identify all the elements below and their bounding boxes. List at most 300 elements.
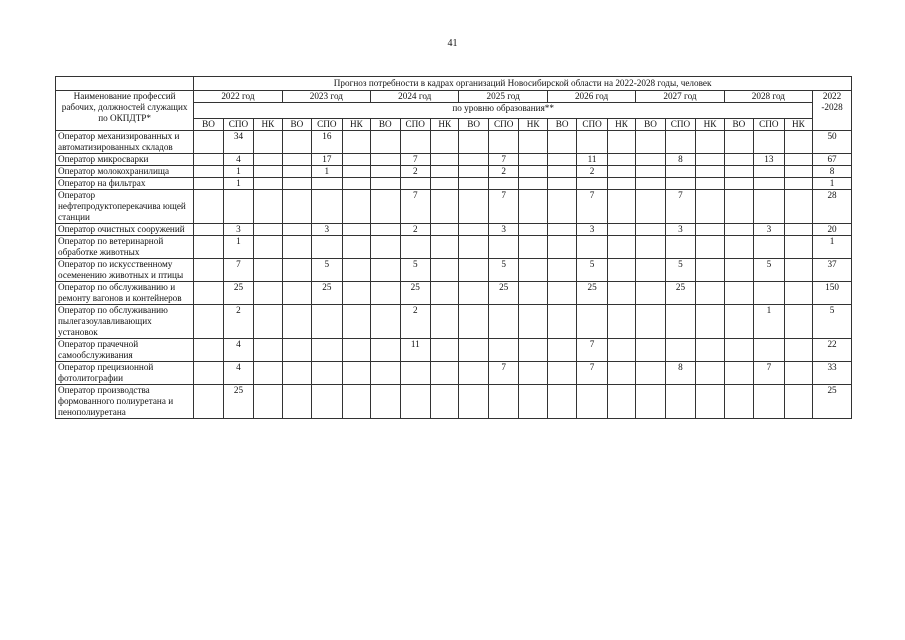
- corner-cell: [56, 77, 194, 91]
- forecast-cell: [431, 385, 459, 419]
- forecast-cell: [282, 385, 311, 419]
- forecast-cell: [488, 305, 518, 339]
- profession-header: Наименование профессий рабочих, должностей служащих по ОКПДТР*: [56, 91, 194, 131]
- forecast-cell: [696, 282, 724, 305]
- forecast-cell: [282, 131, 311, 154]
- forecast-cell: [431, 362, 459, 385]
- forecast-cell: [519, 224, 547, 236]
- forecast-cell: 25: [400, 282, 430, 305]
- profession-name: Оператор прачечной самообслуживания: [56, 339, 194, 362]
- forecast-cell: [547, 282, 576, 305]
- forecast-cell: [519, 236, 547, 259]
- forecast-cell: [431, 282, 459, 305]
- forecast-cell: [784, 154, 812, 166]
- forecast-cell: [665, 339, 695, 362]
- edu-level-label: НК: [519, 119, 547, 131]
- forecast-cell: [636, 385, 665, 419]
- year-header: 2023 год: [282, 91, 370, 103]
- forecast-cell: 3: [312, 224, 342, 236]
- forecast-cell: [459, 259, 488, 282]
- forecast-cell: [519, 259, 547, 282]
- year-header: 2024 год: [371, 91, 459, 103]
- profession-name: Оператор прецизионной фотолитографии: [56, 362, 194, 385]
- forecast-cell: 2: [400, 166, 430, 178]
- edu-level-label: ВО: [194, 119, 223, 131]
- forecast-cell: [636, 282, 665, 305]
- forecast-cell: 25: [223, 385, 253, 419]
- forecast-cell: [431, 178, 459, 190]
- edu-level-label: СПО: [665, 119, 695, 131]
- year-header: 2026 год: [547, 91, 635, 103]
- forecast-cell: 7: [223, 259, 253, 282]
- forecast-cell: [724, 166, 753, 178]
- forecast-cell: [636, 166, 665, 178]
- forecast-cell: [724, 178, 753, 190]
- forecast-cell: [665, 166, 695, 178]
- profession-name: Оператор микросварки: [56, 154, 194, 166]
- forecast-cell: 16: [312, 131, 342, 154]
- forecast-cell: [665, 236, 695, 259]
- forecast-cell: 1: [223, 178, 253, 190]
- forecast-cell: [607, 131, 635, 154]
- forecast-cell: [342, 259, 370, 282]
- forecast-cell: [696, 385, 724, 419]
- forecast-cell: [312, 190, 342, 224]
- forecast-cell: [784, 190, 812, 224]
- forecast-cell: [371, 154, 400, 166]
- forecast-cell: [519, 282, 547, 305]
- forecast-cell: 25: [223, 282, 253, 305]
- forecast-cell: [784, 385, 812, 419]
- forecast-cell: [696, 339, 724, 362]
- edu-level-label: ВО: [282, 119, 311, 131]
- forecast-cell: [371, 131, 400, 154]
- forecast-cell: [577, 385, 607, 419]
- edu-level-label: ВО: [459, 119, 488, 131]
- forecast-cell: 7: [577, 190, 607, 224]
- forecast-cell: 7: [488, 362, 518, 385]
- forecast-cell: [784, 282, 812, 305]
- forecast-cell: [371, 178, 400, 190]
- forecast-cell: 2: [223, 305, 253, 339]
- forecast-cell: [696, 154, 724, 166]
- forecast-cell: [547, 224, 576, 236]
- edu-level-label: ВО: [547, 119, 576, 131]
- forecast-cell: [784, 131, 812, 154]
- forecast-cell: [459, 166, 488, 178]
- forecast-cell: [519, 190, 547, 224]
- forecast-cell: [724, 224, 753, 236]
- forecast-cell: [342, 131, 370, 154]
- profession-name: Оператор очистных сооружений: [56, 224, 194, 236]
- forecast-cell: [254, 282, 282, 305]
- forecast-cell: [724, 259, 753, 282]
- forecast-cell: [371, 385, 400, 419]
- profession-name: Оператор производства формованного полиуретана и пенополиуретана: [56, 385, 194, 419]
- forecast-cell: 5: [312, 259, 342, 282]
- forecast-cell: [754, 282, 784, 305]
- forecast-cell: [607, 282, 635, 305]
- forecast-cell: [371, 190, 400, 224]
- forecast-cell: [312, 362, 342, 385]
- forecast-cell: [431, 305, 459, 339]
- forecast-cell: [282, 282, 311, 305]
- forecast-cell: [547, 339, 576, 362]
- forecast-cell: [607, 154, 635, 166]
- forecast-cell: [724, 236, 753, 259]
- forecast-cell: [431, 166, 459, 178]
- forecast-cell: [400, 178, 430, 190]
- forecast-cell: [488, 385, 518, 419]
- total-cell: 1: [813, 236, 852, 259]
- forecast-cell: [371, 362, 400, 385]
- forecast-cell: [254, 236, 282, 259]
- total-cell: 5: [813, 305, 852, 339]
- forecast-cell: [724, 190, 753, 224]
- forecast-cell: [754, 385, 784, 419]
- forecast-cell: [342, 339, 370, 362]
- forecast-cell: [519, 362, 547, 385]
- forecast-cell: [607, 362, 635, 385]
- forecast-cell: [724, 131, 753, 154]
- forecast-cell: [519, 305, 547, 339]
- forecast-cell: [696, 362, 724, 385]
- forecast-cell: [282, 190, 311, 224]
- forecast-cell: [696, 178, 724, 190]
- profession-name: Оператор нефтепродуктоперекачива ющей станции: [56, 190, 194, 224]
- table-row: [56, 166, 852, 178]
- forecast-cell: [459, 362, 488, 385]
- forecast-cell: 2: [577, 166, 607, 178]
- forecast-cell: [371, 236, 400, 259]
- forecast-cell: [371, 259, 400, 282]
- forecast-cell: [547, 385, 576, 419]
- forecast-cell: [488, 178, 518, 190]
- table-row: [56, 259, 852, 282]
- year-header: 2028 год: [724, 91, 812, 103]
- profession-name: Оператор по искусственному осеменению животных и птицы: [56, 259, 194, 282]
- forecast-cell: [254, 305, 282, 339]
- forecast-cell: [282, 166, 311, 178]
- forecast-cell: [254, 154, 282, 166]
- forecast-cell: 25: [488, 282, 518, 305]
- forecast-cell: [459, 236, 488, 259]
- page-number: 41: [447, 38, 458, 49]
- forecast-cell: [607, 236, 635, 259]
- total-cell: 50: [813, 131, 852, 154]
- forecast-cell: [547, 166, 576, 178]
- edu-level-label: НК: [784, 119, 812, 131]
- staffing-forecast-table: [55, 76, 852, 419]
- forecast-cell: [459, 282, 488, 305]
- forecast-cell: [724, 339, 753, 362]
- forecast-cell: [254, 178, 282, 190]
- forecast-cell: [607, 190, 635, 224]
- table-row: [56, 362, 852, 385]
- forecast-cell: [519, 154, 547, 166]
- forecast-cell: 7: [488, 154, 518, 166]
- forecast-cell: 17: [312, 154, 342, 166]
- forecast-cell: [194, 224, 223, 236]
- forecast-cell: [431, 259, 459, 282]
- forecast-cell: 1: [223, 166, 253, 178]
- forecast-cell: 1: [754, 305, 784, 339]
- forecast-cell: [223, 190, 253, 224]
- header-row-years: [56, 91, 852, 103]
- forecast-cell: [282, 224, 311, 236]
- edu-level-label: НК: [607, 119, 635, 131]
- forecast-cell: [194, 339, 223, 362]
- forecast-cell: 2: [488, 166, 518, 178]
- edu-level-header: по уровню образования**: [194, 103, 813, 119]
- forecast-cell: [194, 178, 223, 190]
- table-row: [56, 236, 852, 259]
- forecast-cell: 4: [223, 339, 253, 362]
- forecast-cell: [636, 154, 665, 166]
- forecast-cell: [724, 362, 753, 385]
- forecast-cell: [519, 166, 547, 178]
- forecast-cell: [342, 178, 370, 190]
- forecast-cell: [282, 236, 311, 259]
- forecast-cell: [724, 154, 753, 166]
- forecast-cell: [784, 339, 812, 362]
- forecast-cell: 3: [577, 224, 607, 236]
- forecast-cell: [754, 190, 784, 224]
- forecast-cell: [194, 154, 223, 166]
- forecast-cell: [459, 385, 488, 419]
- forecast-cell: 25: [665, 282, 695, 305]
- total-cell: 1: [813, 178, 852, 190]
- year-header: 2027 год: [636, 91, 724, 103]
- forecast-cell: 11: [577, 154, 607, 166]
- forecast-cell: [194, 362, 223, 385]
- edu-level-label: НК: [696, 119, 724, 131]
- edu-level-label: СПО: [577, 119, 607, 131]
- forecast-cell: [636, 305, 665, 339]
- forecast-cell: [400, 236, 430, 259]
- edu-level-label: СПО: [223, 119, 253, 131]
- profession-name: Оператор механизированных и автоматизированных складов: [56, 131, 194, 154]
- forecast-cell: [636, 362, 665, 385]
- forecast-cell: [577, 131, 607, 154]
- forecast-cell: [784, 236, 812, 259]
- forecast-cell: [784, 362, 812, 385]
- forecast-cell: 8: [665, 362, 695, 385]
- forecast-cell: [519, 131, 547, 154]
- edu-level-label: НК: [431, 119, 459, 131]
- edu-level-label: НК: [342, 119, 370, 131]
- forecast-cell: 3: [488, 224, 518, 236]
- forecast-cell: [371, 305, 400, 339]
- forecast-cell: 7: [400, 154, 430, 166]
- table-row: [56, 154, 852, 166]
- total-cell: 67: [813, 154, 852, 166]
- forecast-cell: [488, 236, 518, 259]
- forecast-cell: [254, 131, 282, 154]
- forecast-cell: [342, 305, 370, 339]
- forecast-cell: [577, 178, 607, 190]
- forecast-cell: [342, 282, 370, 305]
- forecast-cell: 7: [665, 190, 695, 224]
- forecast-cell: [371, 339, 400, 362]
- table-row: [56, 131, 852, 154]
- year-header: 2025 год: [459, 91, 547, 103]
- forecast-cell: [431, 236, 459, 259]
- profession-name: Оператор по ветеринарной обработке животных: [56, 236, 194, 259]
- forecast-cell: 7: [400, 190, 430, 224]
- forecast-cell: [636, 259, 665, 282]
- forecast-cell: [754, 236, 784, 259]
- table-row: [56, 339, 852, 362]
- forecast-cell: [784, 166, 812, 178]
- forecast-cell: 1: [312, 166, 342, 178]
- forecast-cell: [665, 131, 695, 154]
- forecast-cell: [431, 339, 459, 362]
- forecast-cell: 5: [754, 259, 784, 282]
- forecast-cell: [282, 178, 311, 190]
- forecast-cell: [431, 224, 459, 236]
- forecast-cell: 5: [488, 259, 518, 282]
- forecast-cell: [696, 190, 724, 224]
- edu-level-label: СПО: [312, 119, 342, 131]
- edu-level-label: СПО: [488, 119, 518, 131]
- edu-level-label: ВО: [371, 119, 400, 131]
- forecast-cell: [312, 385, 342, 419]
- forecast-cell: [459, 154, 488, 166]
- forecast-cell: [607, 259, 635, 282]
- forecast-cell: [754, 178, 784, 190]
- forecast-cell: [636, 236, 665, 259]
- forecast-cell: [254, 339, 282, 362]
- profession-name: Оператор по обслуживанию и ремонту вагонов и контейнеров: [56, 282, 194, 305]
- forecast-cell: 2: [400, 305, 430, 339]
- forecast-cell: [254, 224, 282, 236]
- forecast-cell: 7: [577, 362, 607, 385]
- forecast-cell: [665, 305, 695, 339]
- total-cell: 8: [813, 166, 852, 178]
- forecast-cell: [519, 339, 547, 362]
- forecast-cell: [400, 131, 430, 154]
- forecast-cell: [459, 224, 488, 236]
- forecast-cell: 2: [400, 224, 430, 236]
- table-row: [56, 224, 852, 236]
- forecast-cell: [254, 385, 282, 419]
- total-cell: 28: [813, 190, 852, 224]
- table-row: [56, 178, 852, 190]
- forecast-cell: [459, 178, 488, 190]
- year-header: 2022 год: [194, 91, 282, 103]
- forecast-cell: [342, 224, 370, 236]
- forecast-cell: [547, 259, 576, 282]
- forecast-cell: [400, 362, 430, 385]
- forecast-cell: [312, 178, 342, 190]
- forecast-cell: [282, 362, 311, 385]
- forecast-cell: [636, 339, 665, 362]
- profession-name: Оператор на фильтрах: [56, 178, 194, 190]
- table-title: Прогноз потребности в кадрах организаций Новосибирской области на 2022-2028 годы, человек: [194, 77, 852, 91]
- edu-level-label: СПО: [400, 119, 430, 131]
- forecast-cell: [577, 236, 607, 259]
- forecast-cell: [282, 154, 311, 166]
- forecast-cell: [342, 362, 370, 385]
- table-row: [56, 282, 852, 305]
- forecast-cell: [665, 178, 695, 190]
- forecast-cell: [724, 305, 753, 339]
- forecast-cell: [488, 131, 518, 154]
- header-row-title: [56, 77, 852, 91]
- forecast-cell: [431, 190, 459, 224]
- table-row: [56, 305, 852, 339]
- forecast-cell: [194, 236, 223, 259]
- forecast-cell: [547, 236, 576, 259]
- forecast-cell: [194, 131, 223, 154]
- forecast-cell: 4: [223, 362, 253, 385]
- total-cell: 20: [813, 224, 852, 236]
- forecast-cell: 25: [312, 282, 342, 305]
- forecast-cell: [636, 224, 665, 236]
- forecast-cell: 25: [577, 282, 607, 305]
- forecast-cell: [371, 166, 400, 178]
- forecast-cell: [312, 236, 342, 259]
- forecast-cell: [194, 190, 223, 224]
- forecast-cell: [696, 236, 724, 259]
- forecast-cell: [459, 339, 488, 362]
- forecast-cell: 7: [488, 190, 518, 224]
- forecast-cell: [636, 131, 665, 154]
- forecast-cell: 5: [400, 259, 430, 282]
- forecast-cell: [371, 224, 400, 236]
- forecast-cell: [254, 166, 282, 178]
- forecast-cell: [194, 305, 223, 339]
- forecast-cell: [342, 385, 370, 419]
- forecast-cell: 3: [665, 224, 695, 236]
- forecast-cell: 11: [400, 339, 430, 362]
- forecast-cell: [665, 385, 695, 419]
- forecast-cell: [282, 305, 311, 339]
- forecast-cell: [519, 178, 547, 190]
- forecast-cell: [459, 305, 488, 339]
- forecast-cell: 8: [665, 154, 695, 166]
- edu-level-label: СПО: [754, 119, 784, 131]
- forecast-cell: [194, 259, 223, 282]
- profession-name: Оператор молокохранилища: [56, 166, 194, 178]
- total-cell: 150: [813, 282, 852, 305]
- forecast-cell: [547, 305, 576, 339]
- forecast-cell: [724, 282, 753, 305]
- forecast-cell: 13: [754, 154, 784, 166]
- forecast-cell: [431, 154, 459, 166]
- forecast-cell: [342, 190, 370, 224]
- edu-level-label: ВО: [724, 119, 753, 131]
- edu-level-label: НК: [254, 119, 282, 131]
- forecast-cell: [547, 190, 576, 224]
- forecast-cell: [607, 224, 635, 236]
- forecast-cell: [784, 224, 812, 236]
- forecast-cell: [282, 339, 311, 362]
- forecast-cell: 7: [577, 339, 607, 362]
- forecast-cell: [371, 282, 400, 305]
- forecast-cell: [636, 178, 665, 190]
- forecast-cell: 1: [223, 236, 253, 259]
- forecast-cell: [696, 224, 724, 236]
- forecast-cell: [577, 305, 607, 339]
- forecast-cell: [312, 305, 342, 339]
- table-row: [56, 385, 852, 419]
- profession-name: Оператор по обслуживанию пылегазоулавливающих установок: [56, 305, 194, 339]
- total-cell: 37: [813, 259, 852, 282]
- forecast-cell: [194, 385, 223, 419]
- forecast-cell: [547, 362, 576, 385]
